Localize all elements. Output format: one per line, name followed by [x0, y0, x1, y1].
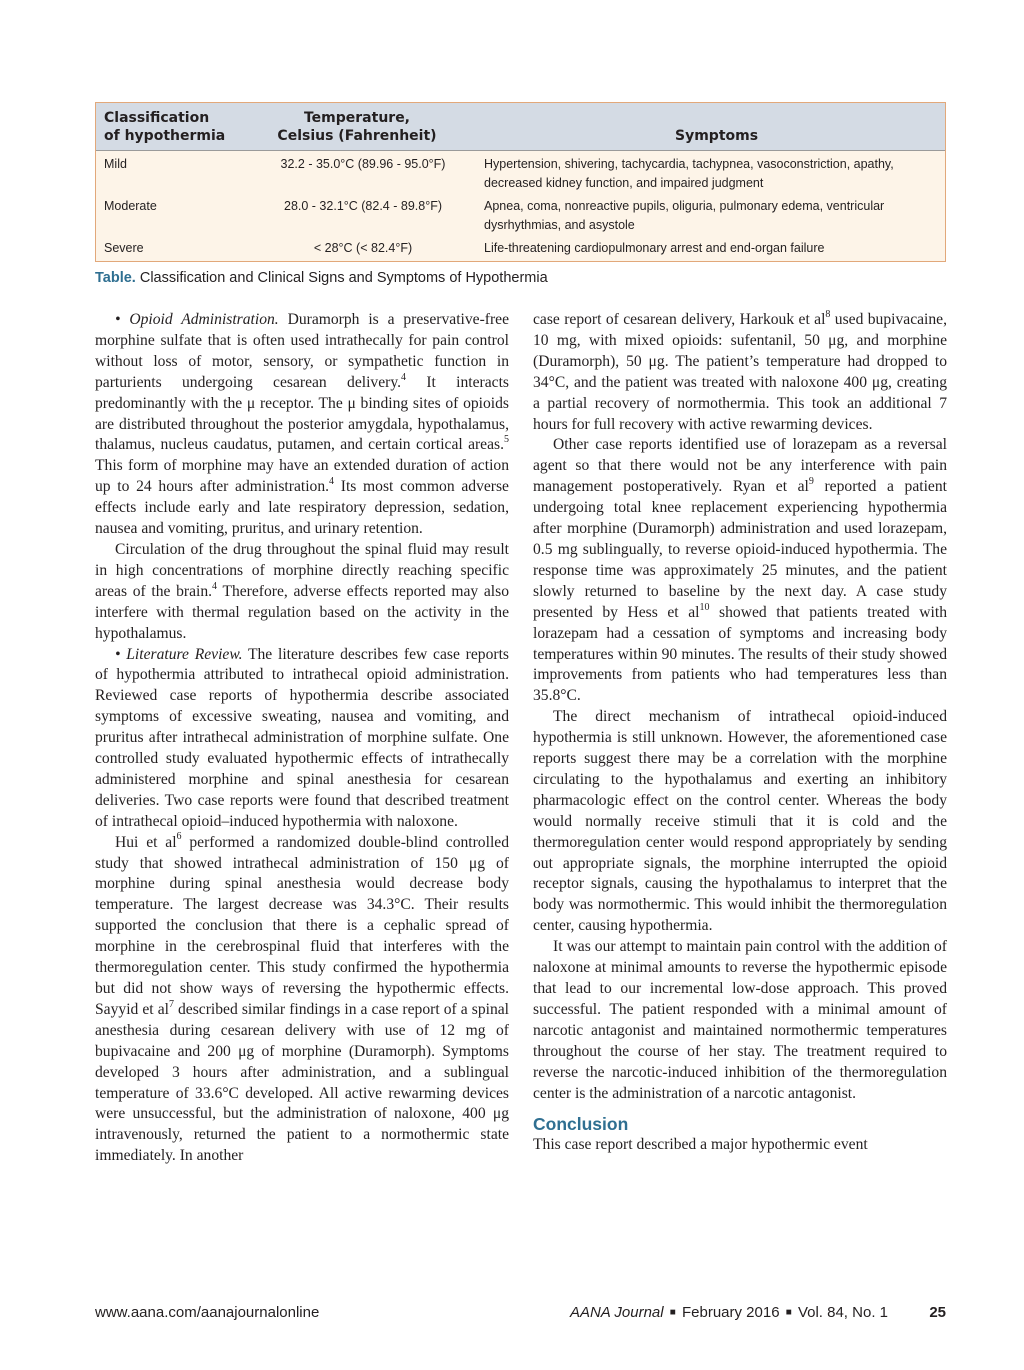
right-column: [533, 310, 947, 1156]
page-number: 25: [929, 1304, 946, 1321]
volume-number: Vol. 84, No. 1: [797, 1304, 888, 1321]
separator-icon: ■: [669, 1307, 676, 1318]
cell-temperature: 28.0 - 32.1°C (82.4 - 89.8°F): [284, 199, 442, 213]
left-column: [95, 310, 509, 1167]
header-temperature: Temperature, Celsius (Fahrenheit): [277, 110, 437, 144]
citation: 9: [808, 476, 814, 488]
paragraph-conclusion: This case report described a major hypothermic event: [533, 1136, 868, 1154]
paragraph-literature-review: • Literature Review. The literature describes few case reports of hypothermia attributed to intrathecal opioid administration. Reviewed case reports of hypothermia describe associated symptoms of excessive sweating, nausea and vomiting, and pruritus after intrathecal administration of morphine sulfate. One controlled study evaluated hypothermic effects of intrathecally administered morphine and spinal anesthesia for cesarean deliveries. Two case reports were found that described treatment of intrathecal opioid–induced hypothermia with naloxone.: [95, 645, 509, 830]
table-caption: [95, 270, 548, 286]
table-header: [96, 103, 945, 151]
citation: 8: [825, 308, 831, 320]
cell-classification: Severe: [104, 241, 144, 255]
paragraph-hui: Hui et $al^6$ performed a randomized double-blind controlled study that showed intrathecal administration of 150 μg of morphine during spinal anesthesia would decrease body temperature. The largest decrease was 34.3°C. Their results supported the conclusion that there is a cephalic spread of morphine in the cerebrospinal fluid that interferes with the thermoregulation center. This study confirmed the hypothermia but did not show ways of reversing the hypothermic effects. Sayyid et $al^7$ described similar findings in a case report of a spinal anesthesia during cesarean delivery with use of 12 mg of bupivacaine and 200 μg of morphine (Duramorph). Symptoms developed 3 hours after administration, and a sublingual temperature of 33.6°C developed. All active rewarming devices were unsuccessful, but the administration of naloxone, 400 μg intravenously, returned the patient to a normothermic state immediately. In another: [95, 831, 509, 1165]
journal-name: AANA Journal: [569, 1304, 664, 1321]
cell-temperature: 32.2 - 35.0°C (89.96 - 95.0°F): [280, 157, 446, 171]
cell-symptoms: Life-threatening cardiopulmonary arrest and end-organ failure: [484, 241, 825, 255]
cell-symptoms: Apnea, coma, nonreactive pupils, oliguria, pulmonary edema, ventricular dysrhythmias, and asystole: [484, 199, 885, 232]
runin-heading: • Literature Review.: [115, 645, 243, 663]
cell-symptoms: Hypertension, shivering, tachycardia, tachypnea, vasoconstriction, apathy, decreased kidney function, and impaired judgment: [484, 157, 894, 190]
citation: 5: [504, 434, 509, 446]
cell-classification: Moderate: [104, 199, 157, 213]
citation: 10: [699, 601, 710, 613]
paragraph-lorazepam: Other case reports identified use of lorazepam as a reversal agent so that there would not be any interference with pain management postoperatively. Ryan et $al^9$ reported a patient undergoing total knee replacement experiencing hypothermia after morphine (Duramorph) administration and used lorazepam, 0.5 mg sublingually, to reverse opioid-induced hypothermia. The response time was approximately 25 minutes, and the patient slowly returned to baseline by the next day. A case study presented by Hess et $al^{10}$ showed that patients treated with lorazepam had a cessation of symptoms and increasing body temperatures within 90 minutes. The results of their study showed improvements from patients who had temperatures less than 35.8°C.: [533, 436, 947, 705]
cell-classification: Mild: [104, 157, 127, 171]
header-classification: Classification of hypothermia: [104, 110, 226, 144]
citation: 4: [329, 476, 335, 488]
issue-date: February 2016: [681, 1304, 780, 1321]
paragraph-mechanism: The direct mechanism of intrathecal opioid-induced hypothermia is still unknown. However, the aforementioned case reports suggest there may be a correlation with the morphine circulating to the hypothalamus and exerting an inhibitory pharmacologic effect on the control center. Whereas the body would normally receive stimuli that it is cold and the thermoregulation center would respond appropriately by sending out appropriate signals, the morphine interrupted the opioid receptor signals, causing the hypothalamus to interpret that the body was normothermic. This would inhibit the thermoregulation center, causing hypothermia.: [533, 708, 947, 935]
journal-info: [570, 1304, 888, 1321]
runin-heading: • Opioid Administration.: [115, 311, 279, 328]
citation: 6: [176, 831, 182, 843]
page-footer: [95, 1304, 946, 1326]
cell-temperature: < 28°C (< 82.4°F): [313, 241, 413, 255]
caption-label: Table.: [95, 270, 136, 286]
section-heading-conclusion: Conclusion: [533, 1114, 629, 1135]
citation: 7: [168, 998, 174, 1010]
caption-text: Classification and Clinical Signs and Symptoms of Hypothermia: [139, 270, 548, 286]
separator-icon: ■: [785, 1307, 792, 1318]
citation: 4: [212, 580, 218, 592]
hypothermia-table: [95, 102, 946, 262]
paragraph-opioid-administration: • Opioid Administration. Duramorph is a preservative-free morphine sulfate that is often used intrathecally for pain control without loss of motor, sensory, or sympathetic function in parturients undergoing cesarean delivery.$^4$ It interacts predominantly with the μ receptor. The μ binding sites of opioids are distributed throughout the posterior amygdala, hypothalamus, thalamus, nucleus caudatus, putamen, and certain cortical areas.$^5$ This form of morphine may have an extended duration of action up to 24 hours after administration.$^4$ Its most common adverse effects include early and late respiratory depression, sedation, nausea and vomiting, pruritus, and urinary retention.: [95, 311, 509, 538]
paragraph-harkouk: case report of cesarean delivery, Harkouk et $al^8$ used bupivacaine, 10 mg, with mixed opioids: sufentanil, 50 μg, and morphine (Duramorph), 50 μg. The patient’s temperature had dropped to 34°C, and the patient was treated with naloxone 400 μg, creating a partial recovery of normothermia. This took an additional 7 hours for full recovery with active rewarming devices.: [533, 308, 947, 433]
paragraph-circulation: Circulation of the drug throughout the spinal fluid may result in high concentrations of morphine directly reaching specific areas of the brain.$^4$ Therefore, adverse effects reported may also interfere with thermal regulation based on the activity in the hypothalamus.: [95, 540, 509, 642]
header-symptoms: Symptoms: [675, 128, 759, 144]
paragraph-attempt: It was our attempt to maintain pain control with the addition of naloxone at minimal amounts to reverse the hypothermic episode that lead to our incremental low-dose approach. This proved successful. The patient responded with a minimal amount of narcotic antagonist and maintained normothermic temperatures throughout the course of her stay. The treatment required to reverse the narcotic-induced inhibition of the thermoregulation center is the administration of a narcotic antagonist.: [533, 938, 947, 1102]
citation: 4: [401, 371, 407, 383]
journal-url[interactable]: www.aana.com/aanajournalonline: [95, 1304, 320, 1321]
